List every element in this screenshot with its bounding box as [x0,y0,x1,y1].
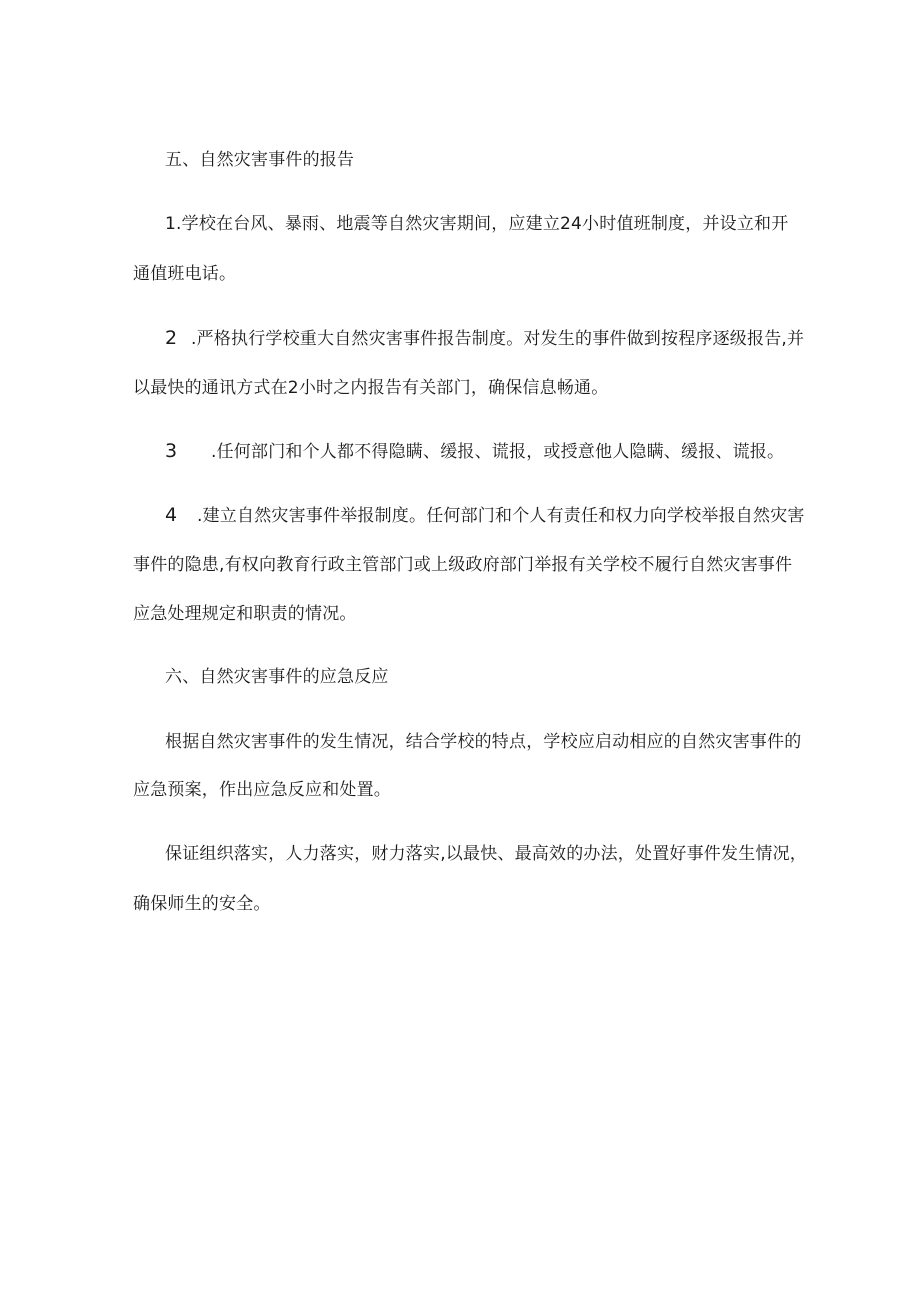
item-2-line-1 [0,326,920,351]
item-4-line-2: 事件的隐患,有权向教育行政主管部门或上级政府部门举报有关学校不履行自然灾害事件 [133,555,793,575]
item-1-line-1: 1.学校在台风、暴雨、地震等自然灾害期间，应建立24小时值班制度，并设立和开 [165,214,789,234]
item-4-line-3: 应急处理规定和职责的情况。 [133,604,357,624]
item-4-line-1 [0,503,920,528]
item-2-text: .严格执行学校重大自然灾害事件报告制度。对发生的事件做到按程序逐级报告,并 [191,329,805,349]
item-1-line-2: 通值班电话。 [133,264,237,284]
para-1-line-2: 应急预案，作出应急反应和处置。 [133,780,391,800]
item-4-text: .建立自然灾害事件举报制度。任何部门和个人有责任和权力向学校举报自然灾害 [197,506,805,526]
para-2-line-2: 确保师生的安全。 [133,894,271,914]
para-1-line-1: 根据自然灾害事件的发生情况，结合学校的特点，学校应启动相应的自然灾害事件的 [165,732,802,752]
item-4-number: 4 [165,504,178,526]
item-3-number: 3 [165,440,178,462]
item-2-number: 2 [165,327,178,349]
para-2-line-1: 保证组织落实，人力落实，财力落实,以最快、最高效的办法，处置好事件发生情况， [165,844,808,864]
section-5-heading: 五、自然灾害事件的报告 [165,150,355,170]
item-3-text: .任何部门和个人都不得隐瞒、缓报、谎报，或授意他人隐瞒、缓报、谎报。 [211,442,785,462]
item-2-line-2: 以最快的通讯方式在2小时之内报告有关部门，确保信息畅通。 [133,378,609,398]
section-6-heading: 六、自然灾害事件的应急反应 [165,667,389,687]
item-3-line-1 [0,439,920,464]
